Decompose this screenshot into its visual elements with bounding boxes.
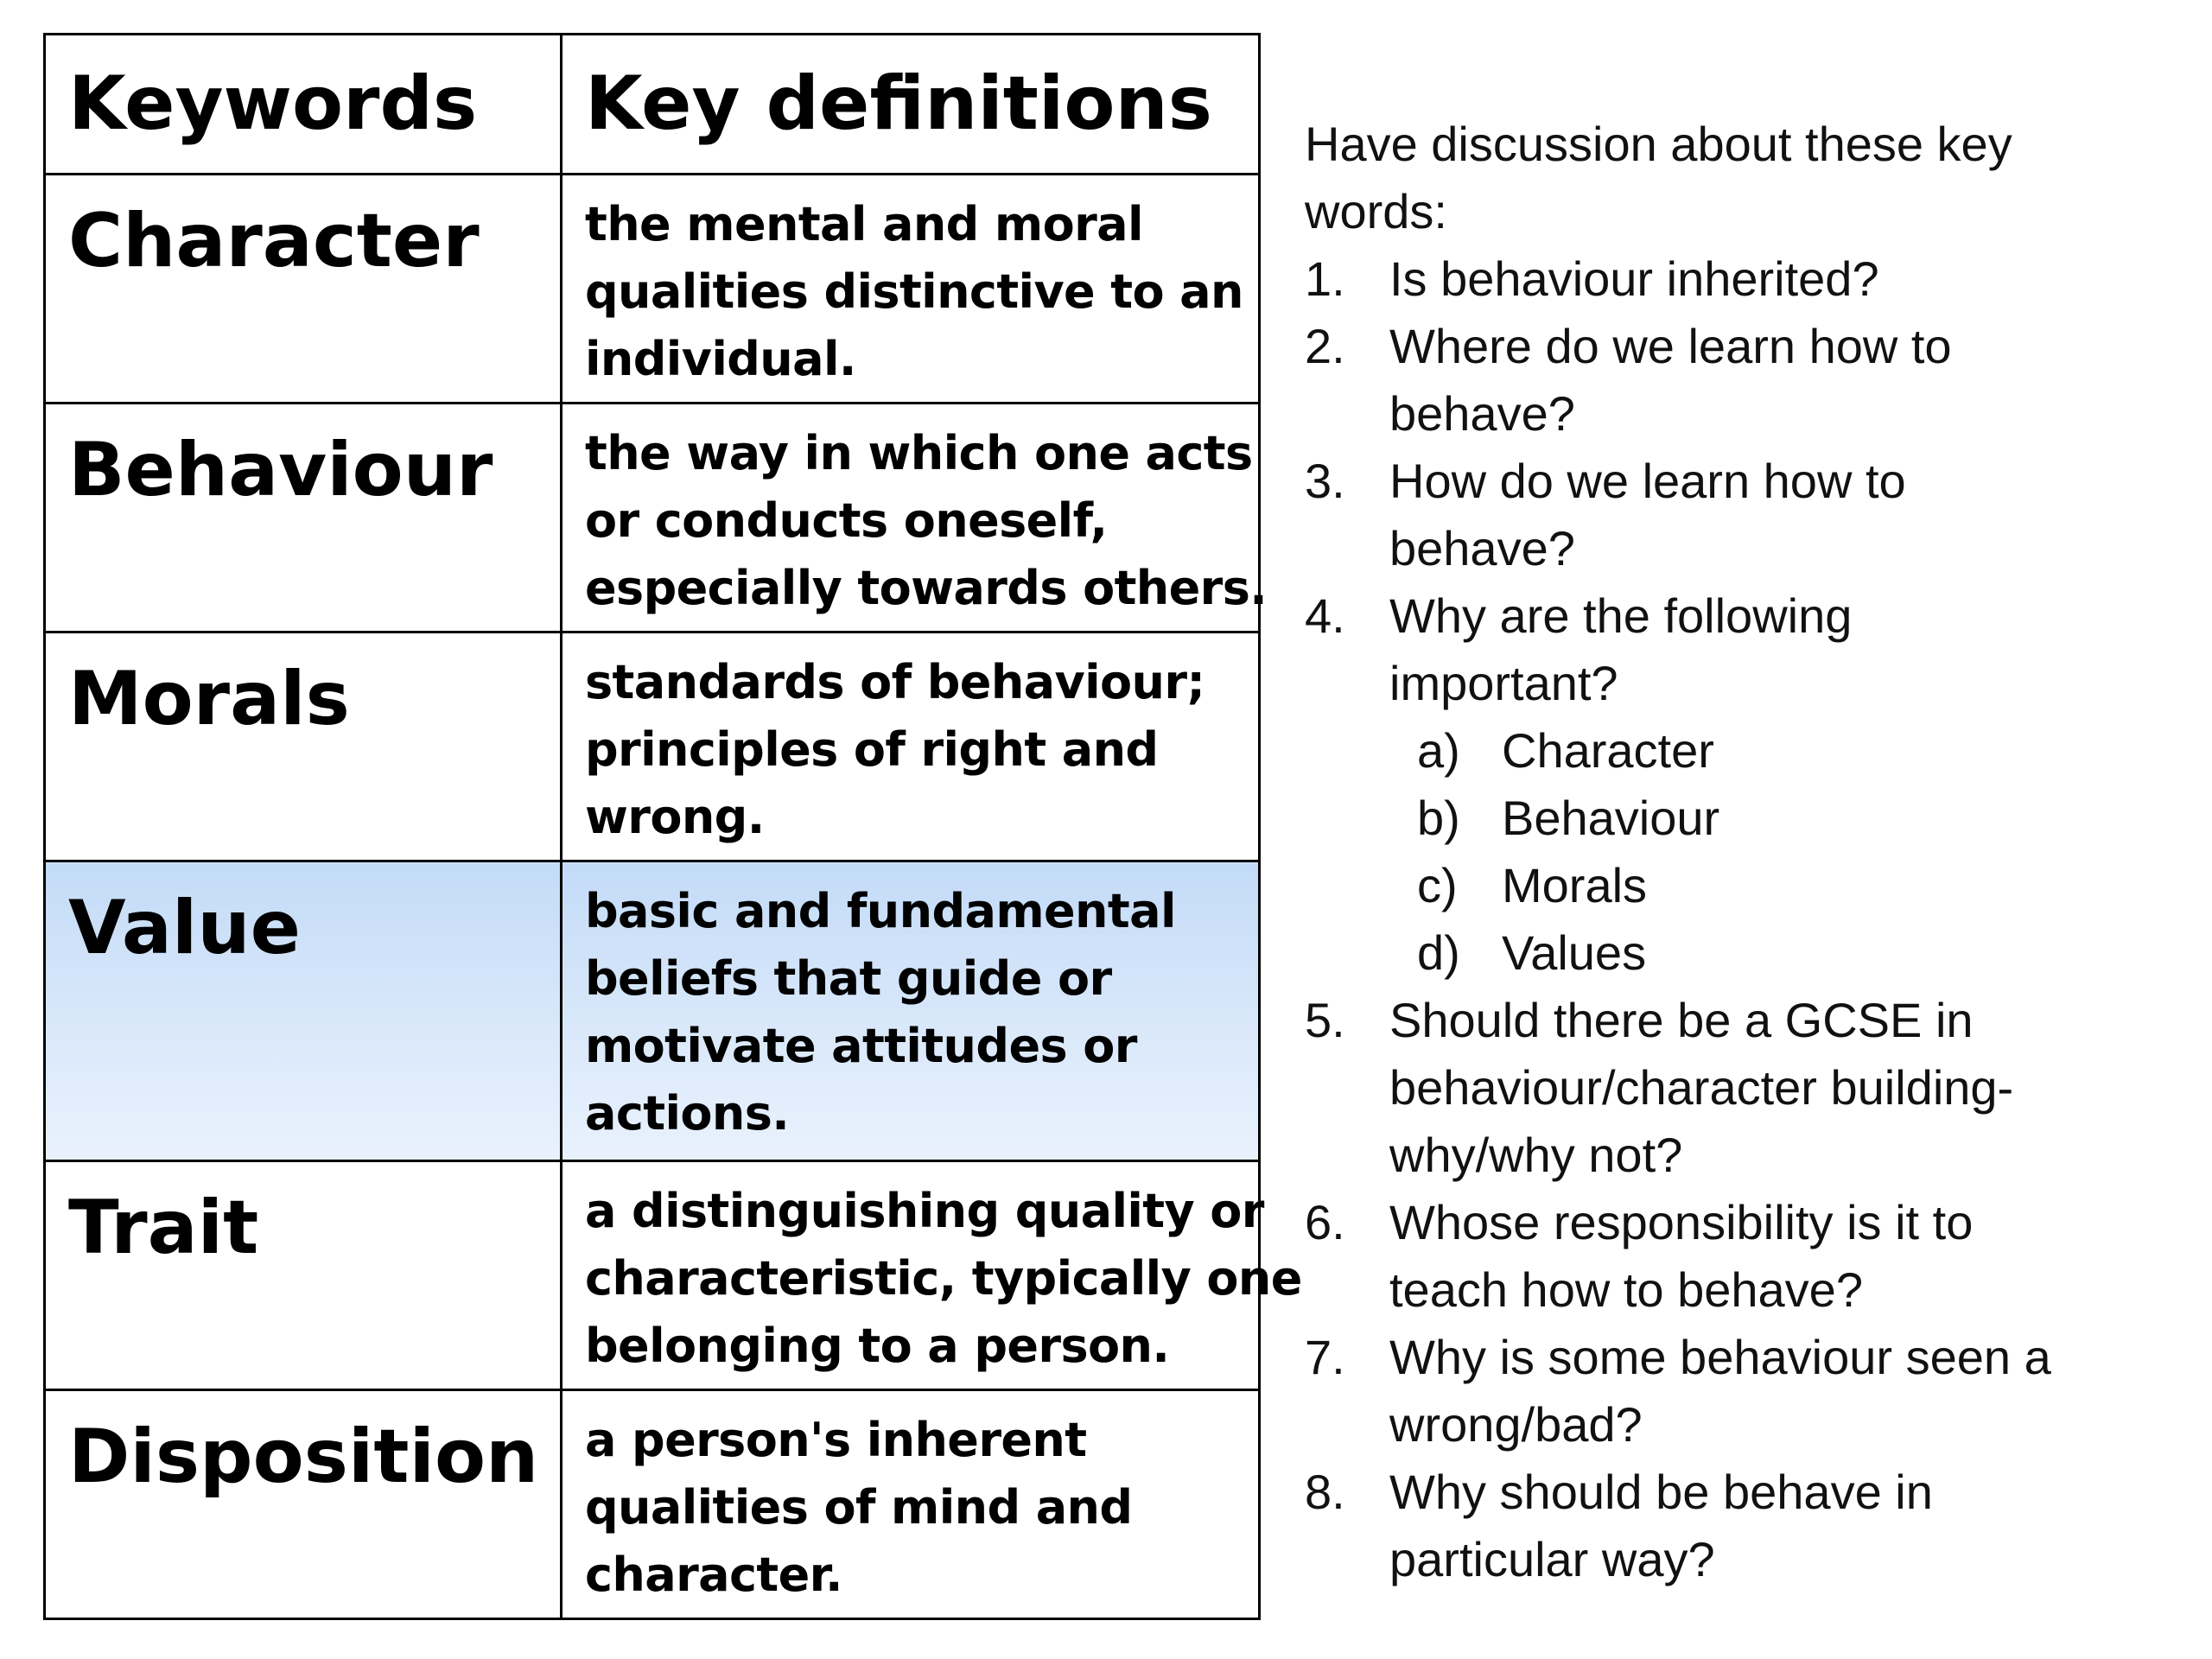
question-6 [1305, 1189, 2195, 1324]
question-line: Why should be behave in [1389, 1465, 1933, 1519]
definition-line: a distinguishing quality or [585, 1184, 1264, 1238]
sub-item-c [1305, 852, 2195, 919]
table-row-behaviour [45, 404, 1260, 632]
question-number: 1. [1305, 251, 1345, 306]
question-3 [1305, 448, 2195, 582]
definition-line: or conducts oneself, [585, 493, 1108, 548]
keyword-cell: Behaviour [45, 404, 562, 632]
question-line: Where do we learn how to [1389, 319, 1952, 373]
question-line: Why are the following [1389, 588, 1853, 643]
question-line: important? [1389, 656, 1618, 710]
table-row-value [45, 861, 1260, 1161]
intro-line: words: [1305, 184, 1447, 238]
question-number: 7. [1305, 1330, 1345, 1384]
sub-item-text: Behaviour [1502, 791, 1720, 845]
question-line: behaviour/character building- [1389, 1060, 2014, 1115]
sub-item-text: Values [1502, 925, 1647, 980]
definition-line: qualities of mind and [585, 1480, 1133, 1535]
question-number: 6. [1305, 1195, 1345, 1249]
definition-line: character. [585, 1548, 842, 1602]
table-row-disposition [45, 1390, 1260, 1619]
question-line: teach how to behave? [1389, 1262, 1863, 1317]
definition-line: standards of behaviour; [585, 655, 1205, 709]
sub-item-letter: a) [1417, 723, 1460, 778]
definition-line: motivate attitudes or [585, 1019, 1137, 1073]
sub-item-text: Morals [1502, 858, 1648, 912]
question-line: Why is some behaviour seen a [1389, 1330, 2051, 1384]
definition-cell [562, 404, 1268, 632]
definition-line: the mental and moral [585, 197, 1143, 251]
discussion-panel [1305, 111, 2195, 1593]
table-row-trait [45, 1161, 1260, 1390]
question-line: behave? [1389, 521, 1575, 575]
definition-line: qualities distinctive to an [585, 264, 1243, 319]
definition-line: characteristic, typically one [585, 1251, 1302, 1306]
table-header-row [45, 35, 1260, 175]
question-number: 3. [1305, 454, 1345, 508]
question-4 [1305, 582, 2195, 717]
definition-line: the way in which one acts [585, 426, 1253, 480]
question-line: How do we learn how to [1389, 454, 1906, 508]
sub-item-a [1305, 717, 2195, 785]
question-8 [1305, 1459, 2195, 1593]
question-1 [1305, 245, 2195, 313]
question-2 [1305, 313, 2195, 448]
sub-item-b [1305, 785, 2195, 852]
question-line: why/why not? [1389, 1128, 1683, 1182]
sub-item-letter: b) [1417, 791, 1460, 845]
intro-line: Have discussion about these key [1305, 117, 2012, 171]
sub-item-text: Character [1502, 723, 1714, 778]
definition-line: actions. [585, 1086, 790, 1141]
keyword-cell: Value [45, 861, 562, 1161]
definitions-header: Key definitions [562, 35, 1260, 175]
definition-line: beliefs that guide or [585, 951, 1112, 1006]
question-5 [1305, 987, 2195, 1189]
definition-line: individual. [585, 332, 856, 386]
question-number: 5. [1305, 993, 1345, 1047]
definition-cell [562, 1161, 1302, 1390]
question-number: 2. [1305, 319, 1345, 373]
keyword-cell: Disposition [45, 1390, 562, 1619]
question-number: 4. [1305, 588, 1345, 643]
definition-cell [562, 175, 1260, 404]
definition-line: principles of right and [585, 722, 1159, 777]
sub-item-letter: c) [1417, 858, 1458, 912]
question-line: Whose responsibility is it to [1389, 1195, 1974, 1249]
keywords-header: Keywords [45, 35, 562, 175]
table-row-morals [45, 632, 1260, 861]
keywords-table [43, 33, 1302, 1620]
definition-line: wrong. [585, 790, 765, 844]
question-line: behave? [1389, 386, 1575, 441]
keyword-cell: Trait [45, 1161, 562, 1390]
question-line: particular way? [1389, 1532, 1715, 1586]
table-row-character [45, 175, 1260, 404]
definition-line: especially towards others. [585, 561, 1268, 615]
definition-line: basic and fundamental [585, 884, 1176, 938]
keyword-cell: Character [45, 175, 562, 404]
definition-cell [562, 1390, 1260, 1619]
sub-item-letter: d) [1417, 925, 1460, 980]
discussion-intro [1305, 111, 2195, 245]
definition-cell [562, 632, 1260, 861]
question-line: Is behaviour inherited? [1389, 251, 1879, 306]
question-7 [1305, 1324, 2195, 1459]
keyword-cell: Morals [45, 632, 562, 861]
definition-line: belonging to a person. [585, 1319, 1170, 1373]
question-number: 8. [1305, 1465, 1345, 1519]
definition-cell [562, 861, 1260, 1161]
definition-line: a person's inherent [585, 1413, 1087, 1467]
question-line: Should there be a GCSE in [1389, 993, 1974, 1047]
question-line: wrong/bad? [1389, 1397, 1643, 1452]
sub-item-d [1305, 919, 2195, 987]
